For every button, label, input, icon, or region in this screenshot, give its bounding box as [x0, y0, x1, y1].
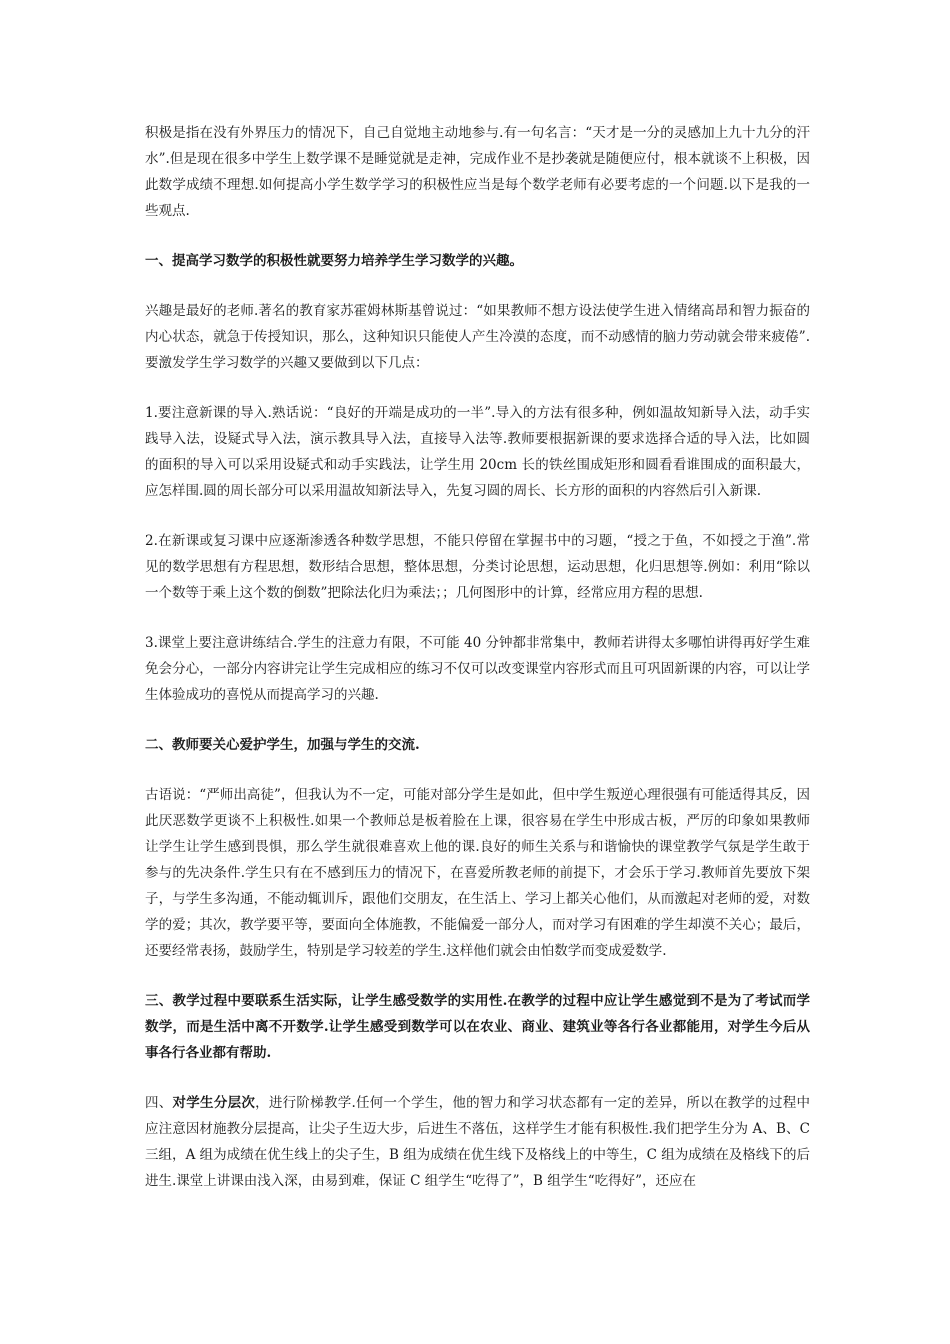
section-4-bold-lead: 对学生分层次 [172, 1095, 256, 1111]
point-1-paragraph: 1.要注意新课的导入.熟话说：“良好的开端是成功的一半”.导入的方法有很多种，例如温故知新导入法，动手实践导入法，设疑式导入法，演示教具导入法，直接导入法等.教师要根据新课的要求选择合适的导入法，比如圆的面积的导入可以采用设疑式和动手实践法，让学生用 20cm 长的铁丝围成矩形和圆看看谁围成的面积最大，应怎样围.圆的周长部分可以采用温故知新法导入，先复习圆的周长、长方形的面积的内容然后引入新课. [145, 405, 810, 499]
section-4-paragraph [145, 1090, 810, 1194]
point-2-paragraph: 2.在新课或复习课中应逐渐渗透各种数学思想，不能只停留在掌握书中的习题，“授之于鱼，不如授之于渔”.常见的数学思想有方程思想，数形结合思想，整体思想，分类讨论思想，运动思想，化归思想等.例如：利用“除以一个数等于乘上这个数的倒数”把除法化归为乘法；；几何图形中的计算，经常应用方程的思想. [145, 533, 810, 601]
section-heading-1: 一、提高学习数学的积极性就要努力培养学生学习数学的兴趣。 [145, 253, 523, 269]
section-2-paragraph: 古语说：“严师出高徒”，但我认为不一定，可能对部分学生是如此，但中学生叛逆心理很强有可能适得其反，因此厌恶数学更谈不上积极性.如果一个教师总是板着脸在上课，很容易在学生中形成古板，严厉的印象如果教师让学生让学生感到畏惧，那么学生就很难喜欢上他的课.良好的师生关系与和谐愉快的课堂教学气氛是学生敢于参与的先决条件.学生只有在不感到压力的情况下，在喜爱所教老师的前提下，才会乐于学习.教师首先要放下架子，与学生多沟通，不能动辄训斥，跟他们交朋友，在生活上、学习上都关心他们，从而激起对老师的爱，对数学的爱；其次，教学要平等，要面向全体施教，不能偏爱一部分人，而对学习有困难的学生却漠不关心；最后，还要经常表扬，鼓励学生，特别是学习较差的学生.这样他们就会由怕数学而变成爱数学. [145, 787, 810, 959]
document-page [145, 120, 810, 1218]
section-heading-3: 三、教学过程中要联系生活实际，让学生感受数学的实用性.在教学的过程中应让学生感觉到不是为了考试而学数学，而是生活中离不开数学.让学生感受到数学可以在农业、商业、建筑业等各行各业都能用，对学生今后从事各行各业都有帮助. [145, 993, 810, 1061]
section-4-text: ，进行阶梯教学.任何一个学生，他的智力和学习状态都有一定的差异，所以在教学的过程中应注意因材施教分层提高，让尖子生迈大步，后进生不落伍，这样学生才能有积极性.我们把学生分为 A、B、C 三组，A 组为成绩在优生线上的尖子生，B 组为成绩在优生线下及格线上的中等生，C 组为成绩在及格线下的后进生.课堂上讲课由浅入深，由易到难，保证 C 组学生“吃得了”，B 组学生“吃得好”，还应在 [145, 1095, 811, 1189]
intro-paragraph: 积极是指在没有外界压力的情况下，自己自觉地主动地参与.有一句名言：“天才是一分的灵感加上九十九分的汗水”.但是现在很多中学生上数学课不是睡觉就是走神，完成作业不是抄袭就是随便应付，根本就谈不上积极，因此数学成绩不理想.如何提高小学生数学学习的积极性应当是每个数学老师有必要考虑的一个问题.以下是我的一些观点. [145, 125, 810, 219]
section-1-paragraph: 兴趣是最好的老师.著名的教育家苏霍姆林斯基曾说过：“如果教师不想方设法使学生进入情绪高昂和智力振奋的内心状态，就急于传授知识，那么，这种知识只能使人产生冷漠的态度，而不动感情的脑力劳动就会带来疲倦”.要激发学生学习数学的兴趣又要做到以下几点： [145, 303, 810, 371]
point-3-paragraph: 3.课堂上要注意讲练结合.学生的注意力有限，不可能 40 分钟都非常集中，教师若讲得太多哪怕讲得再好学生难免会分心，一部分内容讲完让学生完成相应的练习不仅可以改变课堂内容形式而且可巩固新课的内容，可以让学生体验成功的喜悦从而提高学习的兴趣. [145, 635, 810, 703]
section-4-prefix: 四、 [145, 1095, 173, 1111]
section-heading-2: 二、教师要关心爱护学生，加强与学生的交流. [145, 737, 420, 753]
